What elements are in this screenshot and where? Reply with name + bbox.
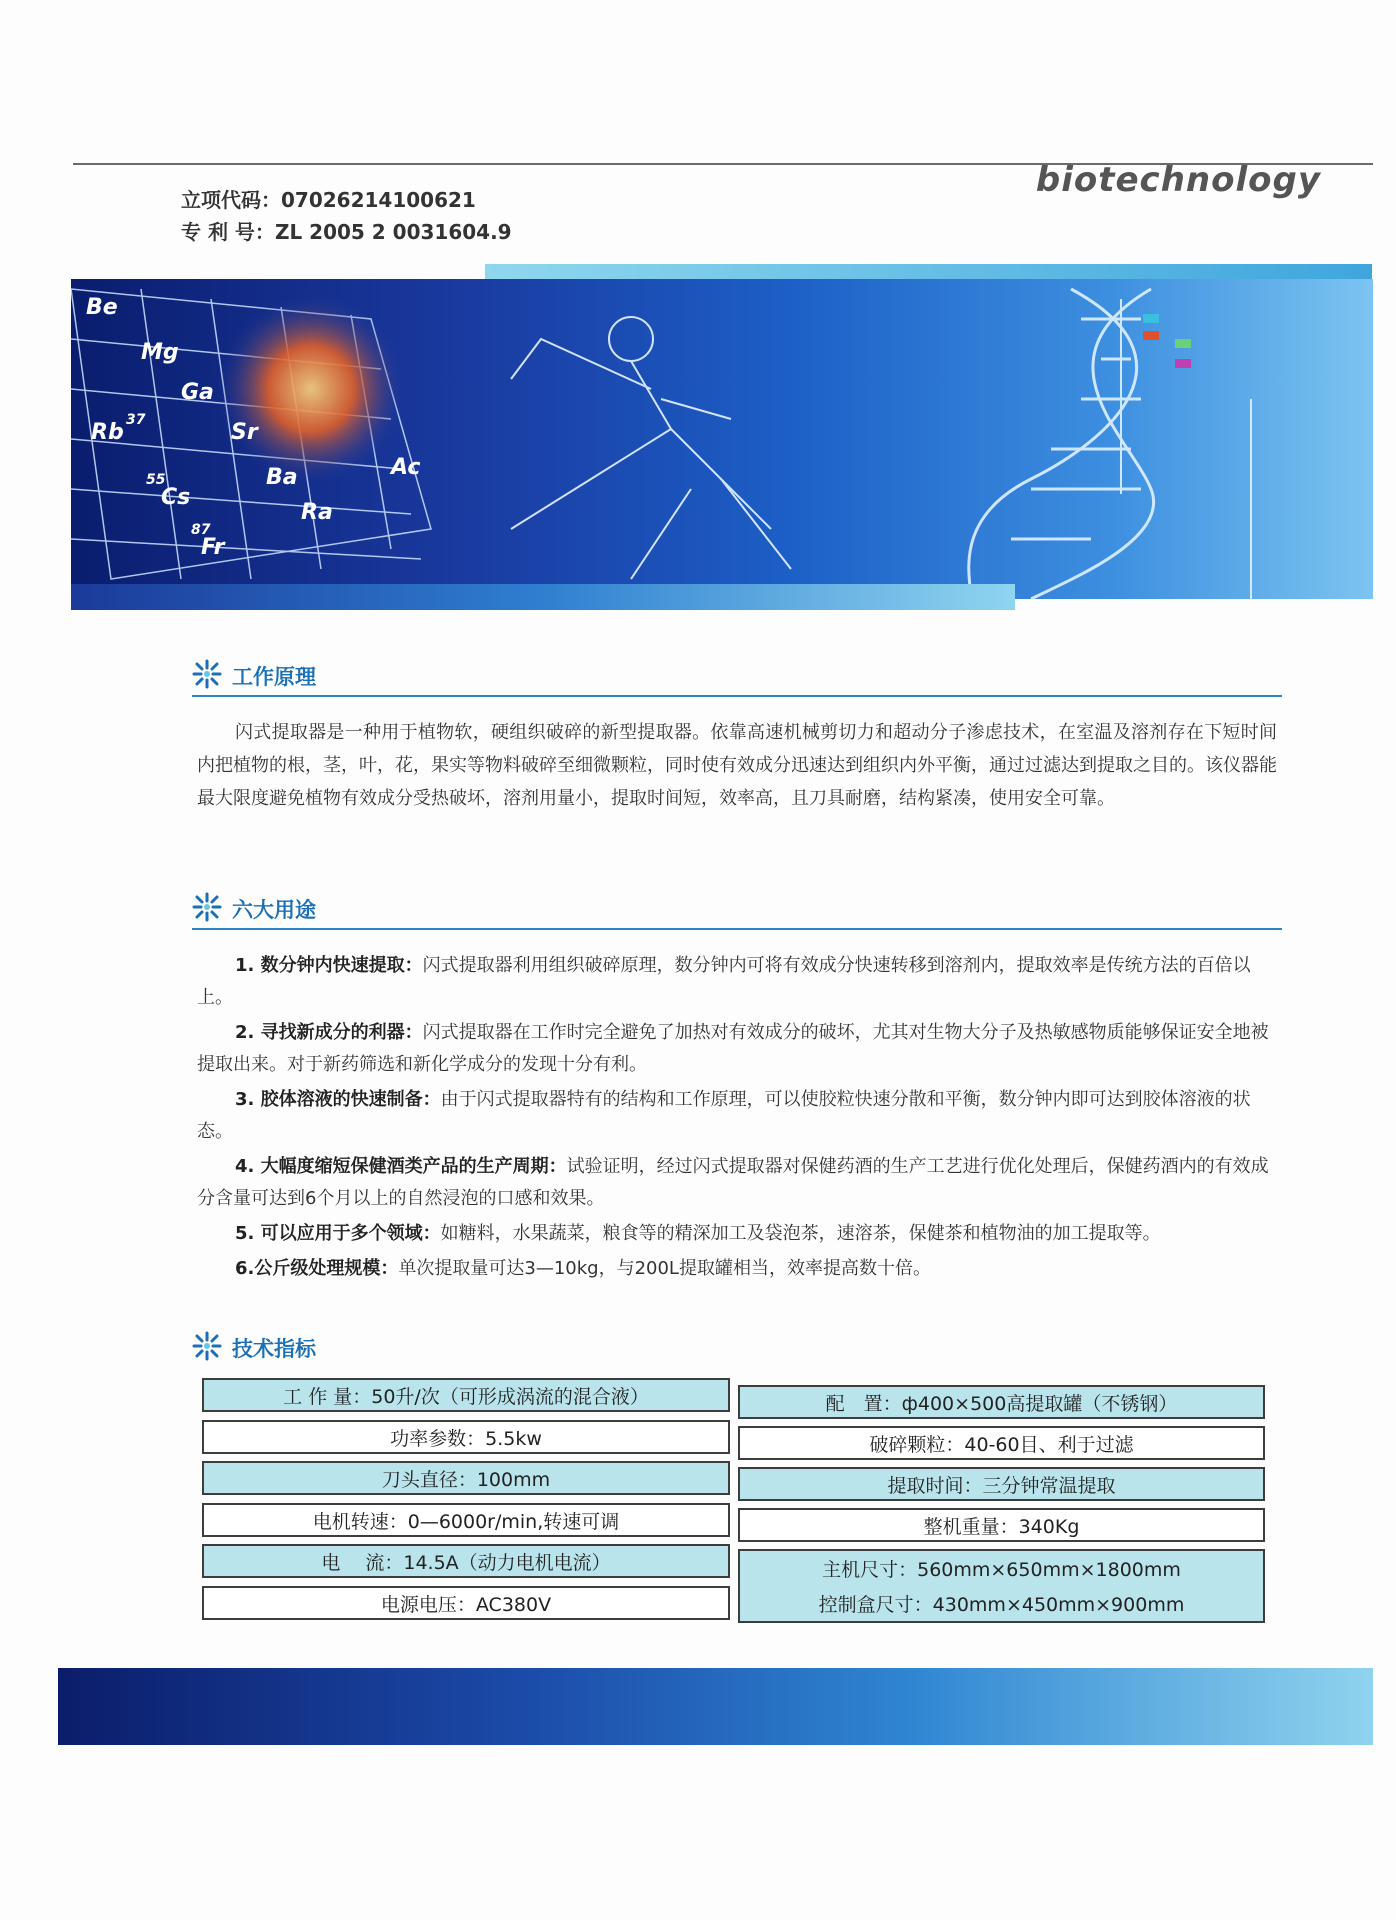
- principle-text: 闪式提取器是一种用于植物软，硬组织破碎的新型提取器。依靠高速机械剪切力和超动分子渗虑技术，在室温及溶剂存在下短时间内把植物的根，茎，叶，花，果实等物料破碎至细微颗粒，同时使有效成分迅速达到组织内外平衡，通过过滤达到提取之目的。该仪器能最大限度避免植物有效成分受热破坏，溶剂用量小，提取时间短，效率高，且刀具耐磨，结构紧凑，使用安全可靠。: [197, 722, 1277, 809]
- use-heading: 1. 数分钟内快速提取：: [235, 955, 423, 976]
- section-uses-header: [192, 888, 1282, 930]
- spec-cell: 电 流：14.5A（动力电机电流）: [202, 1544, 730, 1578]
- element-symbol: Sr: [231, 420, 258, 445]
- use-body: 闪式提取器利用组织破碎原理，数分钟内可将有效成分快速转移到溶剂内，提取效率是传统方法的百倍以上。: [197, 955, 1251, 1008]
- element-symbol: Rb: [91, 420, 124, 445]
- section-title: 六大用途: [232, 898, 316, 922]
- banner-accent-strip-top: [485, 264, 1372, 280]
- spec-control-box-size: 控制盒尺寸：430mm×450mm×900mm: [818, 1594, 1185, 1616]
- principle-paragraph: [197, 716, 1277, 815]
- patent-label: 专 利 号：: [181, 220, 275, 244]
- star-burst-icon: [192, 1331, 222, 1361]
- use-heading: 4. 大幅度缩短保健酒类产品的生产周期：: [235, 1156, 567, 1177]
- star-burst-icon: [192, 659, 222, 689]
- use-heading: 2. 寻找新成分的利器：: [235, 1022, 423, 1043]
- section-specs-header: [192, 1327, 1282, 1367]
- spec-main-unit-size: 主机尺寸：560mm×650mm×1800mm: [822, 1559, 1181, 1581]
- list-item: [197, 1084, 1279, 1148]
- banner-illustration: [71, 279, 1373, 599]
- element-symbol: Ra: [301, 500, 333, 525]
- section-principle-header: [192, 655, 1282, 697]
- element-symbol: Ga: [181, 380, 214, 405]
- spec-cell: 功率参数：5.5kw: [202, 1420, 730, 1454]
- list-item: [197, 1017, 1279, 1081]
- element-symbol: Ba: [266, 465, 298, 490]
- element-number: 87: [191, 522, 211, 538]
- brand-wordmark: biotechnology: [1035, 160, 1321, 200]
- patent-row: [181, 216, 512, 248]
- section-title: 技术指标: [232, 1337, 316, 1361]
- footer-band: [58, 1668, 1373, 1745]
- spec-cell: 整机重量：340Kg: [738, 1508, 1265, 1542]
- element-symbol: Ac: [391, 455, 421, 480]
- wireframe-human-figure: [511, 317, 791, 579]
- spec-cell: 破碎颗粒：40-60目、利于过滤: [738, 1426, 1265, 1460]
- uses-list: [197, 950, 1279, 1288]
- use-body: 单次提取量可达3—10kg，与200L提取罐相当，效率提高数十倍。: [398, 1258, 931, 1279]
- list-item: [197, 1253, 1279, 1285]
- spec-cell: 配 置：ф400×500高提取罐（不锈钢）: [738, 1385, 1265, 1419]
- project-code-row: [181, 184, 512, 216]
- element-symbol: Cs: [161, 485, 191, 510]
- use-heading: 6.公斤级处理规模：: [235, 1258, 399, 1279]
- dna-helix-graphic: [969, 289, 1251, 599]
- patent-number: ZL 2005 2 0031604.9: [274, 220, 512, 244]
- use-heading: 3. 胶体溶液的快速制备：: [235, 1089, 441, 1110]
- use-body: 闪式提取器在工作时完全避免了加热对有效成分的破坏，尤其对生物大分子及热敏感物质能够保证安全地被提取出来。对于新药筛选和新化学成分的发现十分有利。: [197, 1022, 1269, 1075]
- list-item: [197, 1151, 1279, 1215]
- spec-cell: 刀头直径：100mm: [202, 1461, 730, 1495]
- spec-cell: 提取时间：三分钟常温提取: [738, 1467, 1265, 1501]
- spec-cell: 电机转速：0—6000r/min,转速可调: [202, 1503, 730, 1537]
- star-burst-icon: [192, 892, 222, 922]
- project-code-label: 立项代码：: [181, 188, 281, 212]
- project-code: 07026214100621: [281, 188, 476, 212]
- section-title: 工作原理: [232, 665, 316, 689]
- glow-orb: [216, 294, 406, 484]
- use-body: 如糖料，水果蔬菜，粮食等的精深加工及袋泡茶，速溶茶，保健茶和植物油的加工提取等。: [440, 1223, 1161, 1244]
- project-meta: [181, 184, 512, 248]
- element-number: 37: [126, 412, 146, 428]
- use-body: 由于闪式提取器特有的结构和工作原理，可以使胶粒快速分散和平衡，数分钟内即可达到胶体溶液的状态。: [197, 1089, 1251, 1142]
- dna-markers: [1143, 314, 1191, 368]
- spec-cell-dimensions: [738, 1549, 1265, 1623]
- element-symbol: Fr: [201, 535, 225, 560]
- spec-cell: 电源电压：AC380V: [202, 1586, 730, 1620]
- spec-cell: 工 作 量：50升/次（可形成涡流的混合液）: [202, 1378, 730, 1412]
- element-symbol: Be: [86, 295, 118, 320]
- element-number: 55: [146, 472, 166, 488]
- element-symbol: Mg: [141, 340, 179, 365]
- use-heading: 5. 可以应用于多个领域：: [235, 1223, 441, 1244]
- list-item: [197, 950, 1279, 1014]
- use-body: 试验证明，经过闪式提取器对保健药酒的生产工艺进行优化处理后，保健药酒内的有效成分含量可达到6个月以上的自然浸泡的口感和效果。: [197, 1156, 1269, 1209]
- list-item: [197, 1218, 1279, 1250]
- banner-image: [71, 279, 1373, 599]
- banner-accent-strip-bottom: [71, 584, 1015, 610]
